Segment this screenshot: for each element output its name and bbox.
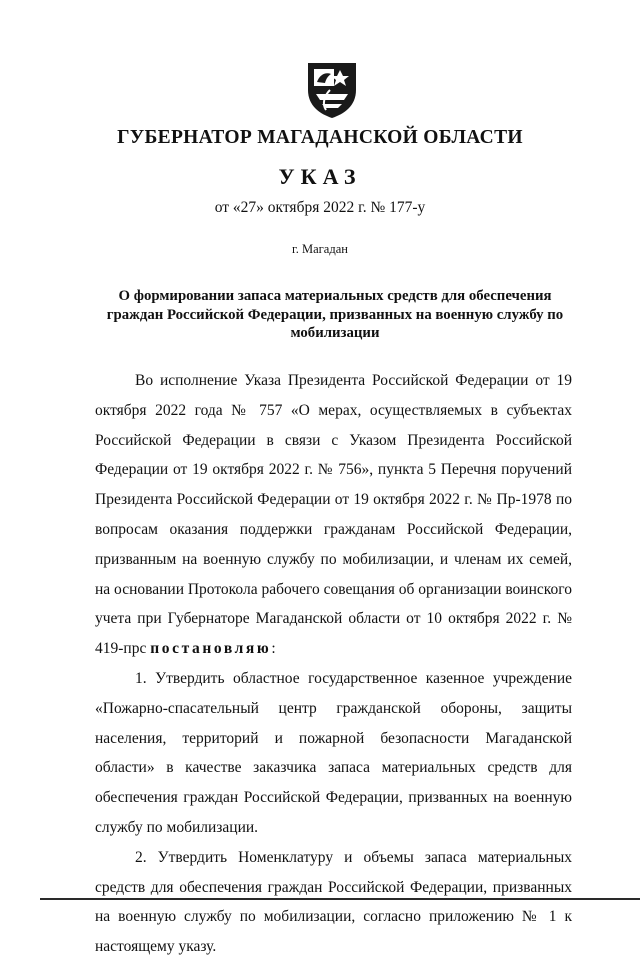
list-item: 1. Утвердить областное государственное казенное учреждение «Пожарно-спасательный центр гражданской обороны, защиты населения, территорий и пожарной безопасности Магаданской области» в качестве заказчика запаса материальных средств для обеспечения граждан Российской Федерации, призванных на военную службу по мобилизации. (95, 669, 572, 836)
decree-word: постановляю (150, 640, 272, 658)
document-type: УКАЗ (278, 164, 362, 189)
document-subject: О формировании запаса материальных средств для обеспечения граждан Российской Федерации, призванных на военную службу по мобилизации (106, 288, 564, 341)
coat-of-arms-icon (304, 60, 360, 120)
place-of-issue: г. Магадан (292, 242, 348, 256)
decree-suffix: : (271, 640, 276, 658)
document-date-number: от «27» октября 2022 г. № 177-у (214, 199, 426, 216)
preamble-text: Во исполнение Указа Президента Российской Федерации от 19 октября 2022 года № 757 «О мерах, осуществляемых в субъектах Российской Федерации в связи с Указом Президента Российской Федерации от 19 октября 2022 г. № 756», пункта 5 Перечня поручений Президента Российской Федерации от 19 октября 2022 г. № Пр-1978 по вопросам оказания поддержки гражданам Российской Федерации, призванным на военную службу по мобилизации, и членам их семей, на основании Протокола рабочего совещания об организации воинского учета при Губернаторе Магаданской области от 10 октября 2022 г. № 419-прс (95, 372, 572, 658)
page-bottom-rule (40, 898, 640, 900)
list-item: 2. Утвердить Номенклатуру и объемы запаса материальных средств для обеспечения граждан Российской Федерации, призванных на военную службу по мобилизации, согласно приложению № 1 к настоящему указу. (95, 848, 572, 956)
document-body (95, 366, 572, 962)
preamble-paragraph (95, 366, 572, 664)
issuing-authority: ГУБЕРНАТОР МАГАДАНСКОЙ ОБЛАСТИ (117, 127, 523, 148)
